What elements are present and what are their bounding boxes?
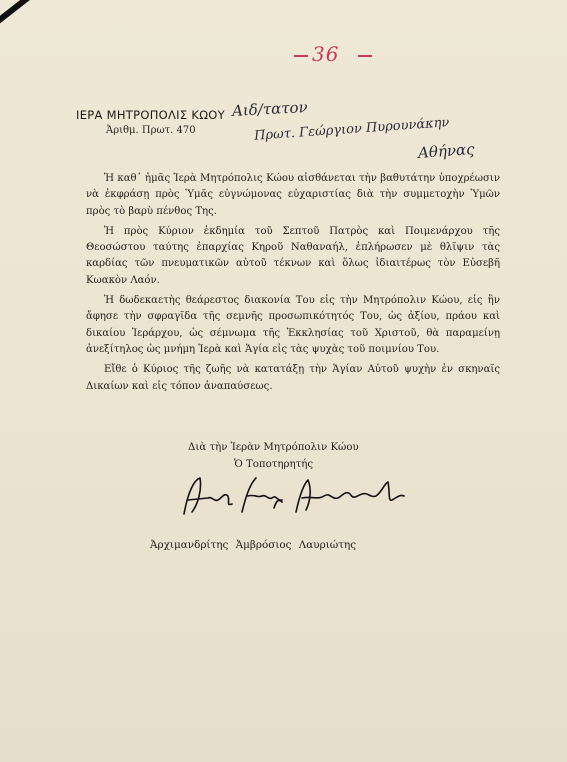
- addressee-line-1: Αιδ/τατον: [231, 98, 309, 120]
- page-number: 36: [312, 42, 392, 66]
- protocol-number: Ἀριθμ. Πρωτ. 470: [106, 125, 196, 136]
- closing-line-1: Διὰ τὴν Ἱερὰν Μητρόπολιν Κώου: [188, 442, 359, 453]
- mourning-band: [0, 0, 122, 45]
- letter-body: [86, 171, 500, 399]
- handwritten-signature: [178, 472, 408, 522]
- closing-line-2: Ὁ Τοποτηρητής: [234, 458, 314, 470]
- closing-block: [188, 440, 359, 473]
- paragraph: Ἡ πρὸς Κύριον ἐκδημία τοῦ Σεπτοῦ Πατρὸς καὶ Ποιμενάρχου τῆς Θεοσώστου ταύτης ἐπαρχίας Κηροῦ Ναθαναήλ, ἐπλήρωσεν μὲ θλῖψιν τὰς καρδίας τῶν πνευματικῶν αὐτοῦ τέκνων καὶ ὅλως ἰδιαιτέρως τὸν Εὐσεβῆ Κωακὸν Λαόν.: [86, 225, 500, 286]
- signer-name: Ἀρχιμανδρίτης Ἀμβρόσιος Λαυριώτης: [150, 539, 357, 551]
- addressee-line-3: Αθήνας: [417, 140, 476, 162]
- letterhead-title: ΙΕΡΑ ΜΗΤΡΟΠΟΛΙΣ ΚΩΟΥ: [76, 108, 225, 122]
- addressee-line-2: Πρωτ. Γεώργιον Πυρουνάκην: [253, 115, 450, 144]
- paragraph: Εἴθε ὁ Κύριος τῆς ζωῆς νὰ κατατάξῃ τὴν Ἁγίαν Αὐτοῦ ψυχὴν ἐν σκηναῖς Δικαίων καὶ εἰς τόπον ἀναπαύσεως.: [86, 364, 500, 392]
- paragraph: Ἡ καθ᾿ ἡμᾶς Ἱερὰ Μητρόπολις Κώου αἰσθάνεται τὴν βαθυτάτην ὑποχρέωσιν νὰ ἐκφράσῃ πρὸς Ὑμᾶς εὐγνώμονας εὐχαριστίας διὰ τὴν συμμετοχὴν Ὑμῶν πρὸς τὸ βαρὺ πένθος Της.: [86, 173, 500, 217]
- paragraph: Ἡ δωδεκαετὴς θεάρεστος διακονία Του εἰς τὴν Μητρόπολιν Κώου, εἰς ἣν ἄφησε τὴν σφραγῖδα τῆς σεμνῆς προσωπικότητός Του, ὡς ἀξίου, πράου καὶ δικαίου Ἱεράρχου, ὡς σέμνωμα τῆς Ἐκκλησίας τοῦ Χριστοῦ, θὰ παραμείνῃ ἀνεξίτηλος ὡς μνήμη Ἱερὰ καὶ Ἁγία εἰς τὰς ψυχὰς τοῦ ποιμνίου Του.: [86, 295, 500, 355]
